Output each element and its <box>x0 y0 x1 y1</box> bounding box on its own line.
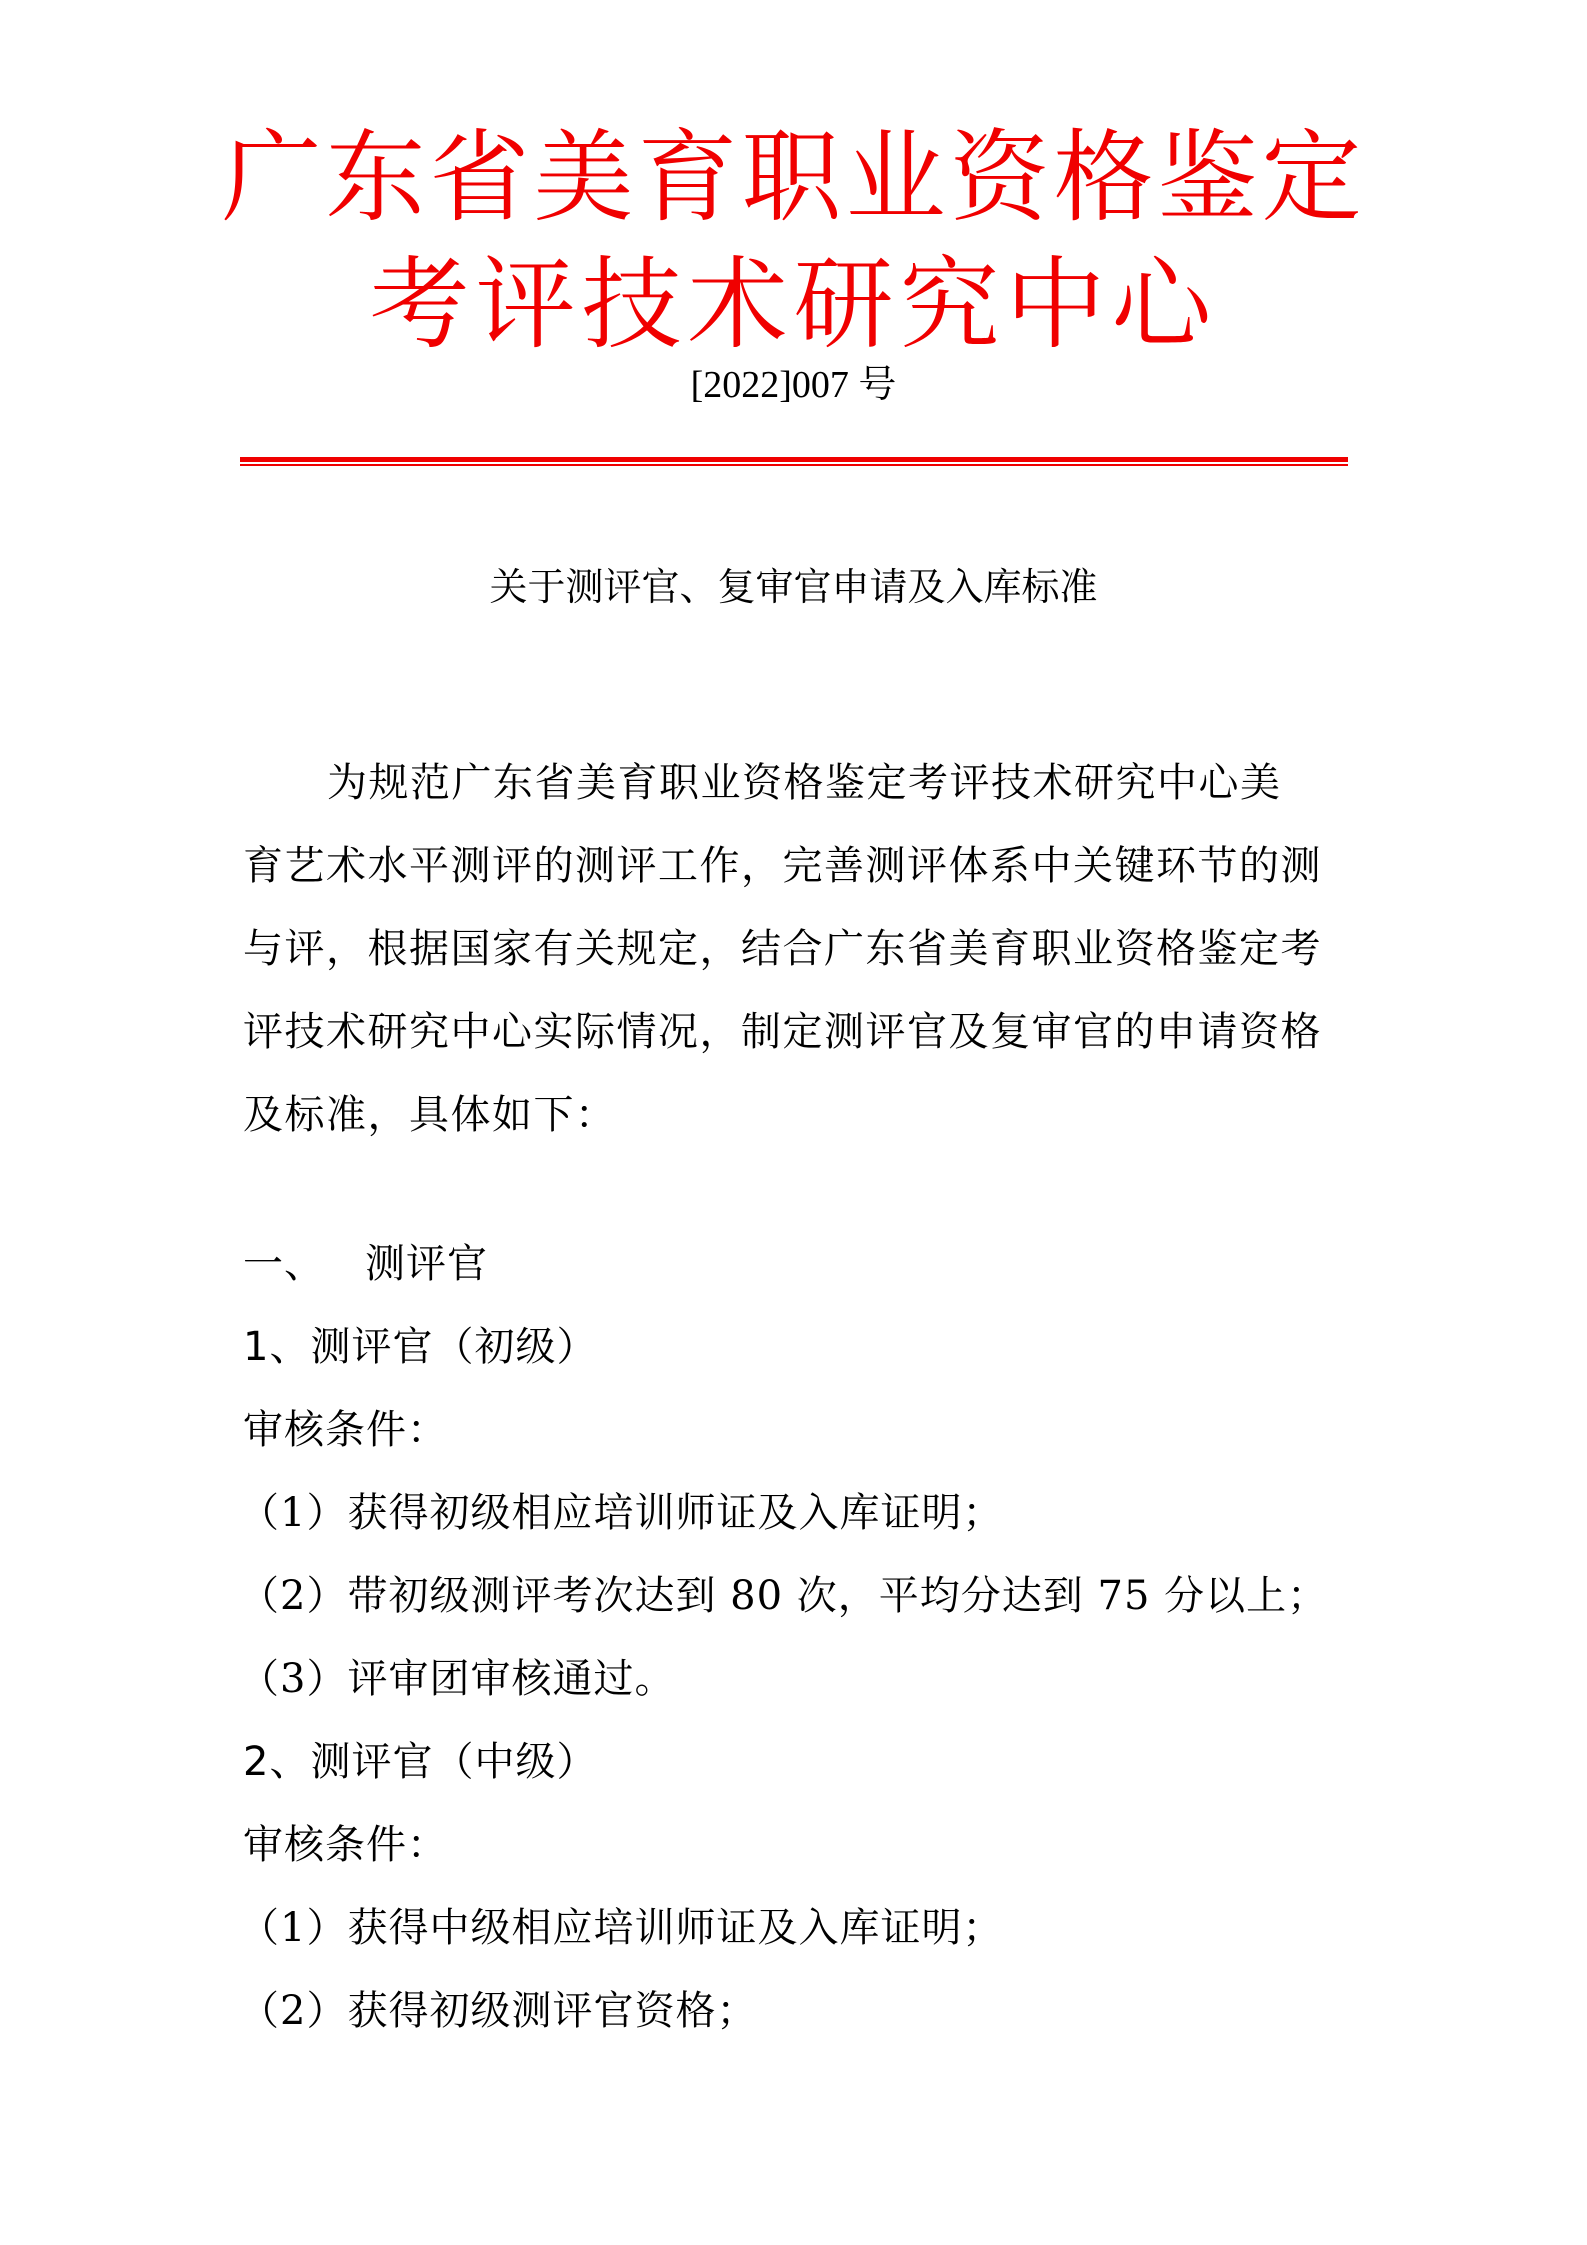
section-evaluator <box>239 1223 1353 2053</box>
conditions-label: 审核条件： <box>243 1822 448 1868</box>
intro-paragraph <box>243 742 1353 1157</box>
intro-line: 育艺术水平测评的测评工作，完善测评体系中关键环节的测 <box>243 843 1322 889</box>
level-heading-intermediate: 2、测评官（中级） <box>243 1739 598 1785</box>
condition-item: （2）带初级测评考次达到 80 次，平均分达到 75 分以上； <box>239 1573 1329 1619</box>
condition-item: （1）获得中级相应培训师证及入库证明； <box>239 1905 1004 1951</box>
letterhead-red-rule-thin <box>240 464 1348 466</box>
section-title: 测评官 <box>365 1241 488 1287</box>
condition-item: （1）获得初级相应培训师证及入库证明； <box>239 1490 1004 1536</box>
letterhead-org-name-line2: 考评技术研究中心 <box>369 246 1218 363</box>
intro-line: 及标准，具体如下： <box>243 1092 617 1138</box>
level-heading-junior: 1、测评官（初级） <box>243 1324 598 1370</box>
condition-item: （3）评审团审核通过。 <box>239 1656 676 1702</box>
intro-line: 为规范广东省美育职业资格鉴定考评技术研究中心美 <box>327 760 1282 806</box>
intro-line: 评技术研究中心实际情况，制定测评官及复审官的申请资格 <box>243 1009 1322 1055</box>
letterhead-red-rule-thick <box>240 457 1348 462</box>
section-heading <box>243 1223 1353 1306</box>
document-title: 关于测评官、复审官申请及入库标准 <box>489 565 1098 609</box>
document-number: [2022]007 号 <box>690 364 897 406</box>
condition-item: （2）获得初级测评官资格； <box>239 1988 758 2034</box>
intro-line: 与评，根据国家有关规定，结合广东省美育职业资格鉴定考 <box>243 926 1322 972</box>
section-number: 一、 <box>243 1241 325 1287</box>
conditions-label: 审核条件： <box>243 1407 448 1453</box>
letterhead-org-name-line1: 广东省美育职业资格鉴定 <box>221 119 1366 236</box>
